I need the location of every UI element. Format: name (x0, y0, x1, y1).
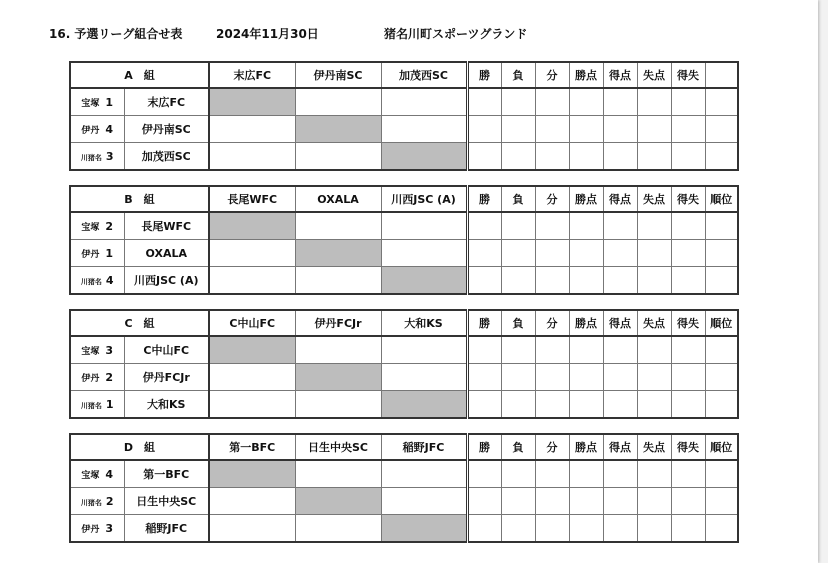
stat-header: 得失 (671, 434, 705, 460)
stat-header: 順位 (705, 186, 738, 212)
team-seed (70, 212, 124, 240)
match-result-cell (295, 515, 381, 543)
self-match-cell (295, 364, 381, 391)
group-table (69, 433, 739, 543)
match-result-cell (295, 460, 381, 488)
stat-cell (705, 460, 738, 488)
stat-cell (671, 267, 705, 295)
team-name: 第一BFC (124, 460, 209, 488)
team-row (70, 391, 738, 419)
stat-cell (705, 336, 738, 364)
stat-cell (569, 116, 603, 143)
opponent-header: 伊丹南SC (295, 62, 381, 88)
seed-number: 3 (105, 521, 114, 535)
team-row (70, 267, 738, 295)
stat-cell (705, 515, 738, 543)
team-city: 伊丹 (81, 373, 100, 384)
stat-cell (671, 364, 705, 391)
team-name: 伊丹FCJr (124, 364, 209, 391)
opponent-header: 加茂西SC (381, 62, 467, 88)
stat-cell (603, 88, 637, 116)
stat-header: 勝点 (569, 186, 603, 212)
team-row (70, 116, 738, 143)
stat-cell (467, 515, 501, 543)
stat-cell (467, 267, 501, 295)
team-seed (70, 515, 124, 543)
seed-number: 3 (105, 149, 114, 163)
match-result-cell (295, 143, 381, 171)
stat-cell (671, 488, 705, 515)
team-name: 末広FC (124, 88, 209, 116)
opponent-header: 大和KS (381, 310, 467, 336)
stat-cell (569, 515, 603, 543)
self-match-cell (381, 515, 467, 543)
stat-header: 失点 (637, 186, 671, 212)
stat-cell (705, 116, 738, 143)
match-result-cell (381, 488, 467, 515)
group-label: D 組 (70, 434, 209, 460)
stat-header: 得点 (603, 434, 637, 460)
team-city: 伊丹 (81, 249, 100, 260)
team-row (70, 143, 738, 171)
stat-cell (671, 143, 705, 171)
stat-cell (535, 488, 569, 515)
match-result-cell (295, 391, 381, 419)
stat-cell (569, 267, 603, 295)
match-result-cell (381, 116, 467, 143)
stat-cell (501, 336, 535, 364)
stat-cell (637, 212, 671, 240)
stat-cell (467, 88, 501, 116)
stat-cell (501, 460, 535, 488)
match-result-cell (209, 116, 295, 143)
stat-header: 負 (501, 310, 535, 336)
stat-cell (569, 88, 603, 116)
team-seed (70, 364, 124, 391)
team-name: 川西JSC (A) (124, 267, 209, 295)
team-row (70, 212, 738, 240)
self-match-cell (209, 88, 295, 116)
self-match-cell (209, 336, 295, 364)
team-seed (70, 267, 124, 295)
stat-cell (467, 391, 501, 419)
stat-cell (705, 143, 738, 171)
match-result-cell (209, 267, 295, 295)
stat-cell (637, 364, 671, 391)
opponent-header: C中山FC (209, 310, 295, 336)
stat-cell (671, 515, 705, 543)
seed-number: 2 (105, 219, 114, 233)
team-name: 加茂西SC (124, 143, 209, 171)
stat-cell (535, 267, 569, 295)
group-label: A 組 (70, 62, 209, 88)
stat-cell (535, 116, 569, 143)
stat-cell (603, 460, 637, 488)
stat-cell (569, 143, 603, 171)
team-seed (70, 336, 124, 364)
stat-cell (569, 364, 603, 391)
opponent-header: OXALA (295, 186, 381, 212)
stat-header: 得失 (671, 186, 705, 212)
stat-cell (705, 364, 738, 391)
stat-cell (705, 240, 738, 267)
stat-cell (501, 267, 535, 295)
stat-cell (467, 364, 501, 391)
self-match-cell (381, 267, 467, 295)
team-city: 宝塚 (81, 222, 100, 233)
venue-name: 猪名川町スポーツグランド (384, 27, 528, 41)
stat-cell (535, 88, 569, 116)
match-result-cell (209, 240, 295, 267)
match-result-cell (381, 212, 467, 240)
stat-cell (671, 336, 705, 364)
stat-cell (637, 88, 671, 116)
stat-cell (501, 488, 535, 515)
stat-header: 勝点 (569, 434, 603, 460)
team-city: 川猪名 (80, 277, 102, 286)
seed-number: 2 (105, 370, 114, 384)
seed-number: 1 (105, 95, 114, 109)
match-result-cell (295, 212, 381, 240)
team-seed (70, 240, 124, 267)
stat-header: 勝点 (569, 310, 603, 336)
team-row (70, 515, 738, 543)
opponent-header: 川西JSC (A) (381, 186, 467, 212)
group-table (69, 185, 739, 295)
stat-cell (671, 240, 705, 267)
match-result-cell (295, 267, 381, 295)
stat-cell (535, 460, 569, 488)
stat-cell (637, 460, 671, 488)
group-table (69, 309, 739, 419)
match-result-cell (209, 391, 295, 419)
match-result-cell (295, 88, 381, 116)
team-seed (70, 460, 124, 488)
team-seed (70, 391, 124, 419)
opponent-header: 末広FC (209, 62, 295, 88)
stat-header: 得失 (671, 310, 705, 336)
stat-header: 失点 (637, 62, 671, 88)
match-result-cell (381, 460, 467, 488)
match-result-cell (381, 240, 467, 267)
group-table (69, 61, 739, 171)
stat-cell (467, 240, 501, 267)
stat-cell (569, 240, 603, 267)
stat-cell (671, 391, 705, 419)
stat-cell (637, 143, 671, 171)
team-row (70, 240, 738, 267)
stat-header: 勝 (467, 62, 501, 88)
team-seed (70, 488, 124, 515)
stat-cell (603, 267, 637, 295)
stat-cell (637, 391, 671, 419)
stat-header: 分 (535, 310, 569, 336)
seed-number: 4 (105, 122, 114, 136)
stat-header: 勝 (467, 434, 501, 460)
match-result-cell (209, 515, 295, 543)
team-city: 宝塚 (81, 346, 100, 357)
stat-cell (501, 515, 535, 543)
team-row (70, 460, 738, 488)
self-match-cell (295, 116, 381, 143)
team-seed (70, 143, 124, 171)
seed-number: 4 (105, 273, 114, 287)
team-name: OXALA (124, 240, 209, 267)
stat-header: 負 (501, 434, 535, 460)
stat-cell (603, 240, 637, 267)
self-match-cell (381, 143, 467, 171)
stat-cell (705, 391, 738, 419)
stat-cell (603, 212, 637, 240)
match-result-cell (381, 336, 467, 364)
stat-cell (467, 336, 501, 364)
stat-cell (467, 460, 501, 488)
team-seed (70, 116, 124, 143)
team-row (70, 336, 738, 364)
team-name: 長尾WFC (124, 212, 209, 240)
team-seed (70, 88, 124, 116)
stat-cell (603, 515, 637, 543)
self-match-cell (209, 212, 295, 240)
stat-cell (637, 116, 671, 143)
self-match-cell (295, 240, 381, 267)
stat-cell (535, 143, 569, 171)
team-city: 伊丹 (81, 125, 100, 136)
stat-cell (535, 515, 569, 543)
stat-header: 得失 (671, 62, 705, 88)
opponent-header: 伊丹FCJr (295, 310, 381, 336)
stat-cell (501, 364, 535, 391)
stat-cell (535, 212, 569, 240)
match-result-cell (209, 488, 295, 515)
stat-cell (501, 88, 535, 116)
group-label: B 組 (70, 186, 209, 212)
team-city: 川猪名 (80, 153, 102, 162)
stat-cell (467, 488, 501, 515)
opponent-header: 長尾WFC (209, 186, 295, 212)
stat-cell (535, 336, 569, 364)
stat-cell (501, 212, 535, 240)
stat-cell (603, 336, 637, 364)
stat-cell (637, 515, 671, 543)
stat-cell (705, 267, 738, 295)
stat-header: 分 (535, 434, 569, 460)
team-city: 川猪名 (80, 401, 102, 410)
stat-cell (637, 240, 671, 267)
seed-number: 1 (105, 397, 114, 411)
match-result-cell (381, 88, 467, 116)
stat-header: 勝 (467, 186, 501, 212)
team-row (70, 88, 738, 116)
stat-header: 勝 (467, 310, 501, 336)
stat-cell (535, 240, 569, 267)
team-city: 宝塚 (81, 98, 100, 109)
stat-cell (603, 143, 637, 171)
stat-cell (569, 212, 603, 240)
stat-cell (603, 488, 637, 515)
match-result-cell (209, 364, 295, 391)
match-result-cell (295, 336, 381, 364)
stat-cell (569, 336, 603, 364)
stat-header: 失点 (637, 310, 671, 336)
stat-cell (569, 460, 603, 488)
stat-cell (637, 336, 671, 364)
opponent-header: 日生中央SC (295, 434, 381, 460)
stat-cell (671, 460, 705, 488)
team-name: 日生中央SC (124, 488, 209, 515)
stat-header: 勝点 (569, 62, 603, 88)
stat-cell (535, 364, 569, 391)
stat-cell (535, 391, 569, 419)
seed-number: 2 (105, 494, 114, 508)
stat-header: 負 (501, 62, 535, 88)
seed-number: 3 (105, 343, 114, 357)
match-result-cell (381, 364, 467, 391)
stat-header: 得点 (603, 310, 637, 336)
team-city: 川猪名 (80, 498, 102, 507)
stat-cell (467, 212, 501, 240)
stat-cell (637, 488, 671, 515)
team-name: C中山FC (124, 336, 209, 364)
stat-cell (569, 488, 603, 515)
stat-cell (705, 88, 738, 116)
stat-cell (569, 391, 603, 419)
self-match-cell (381, 391, 467, 419)
opponent-header: 稲野JFC (381, 434, 467, 460)
stat-header: 分 (535, 62, 569, 88)
event-date: 2024年11月30日 (216, 27, 319, 41)
stat-cell (637, 267, 671, 295)
seed-number: 1 (105, 246, 114, 260)
stat-header: 順位 (705, 310, 738, 336)
stat-header: 得点 (603, 62, 637, 88)
stat-cell (467, 116, 501, 143)
stat-header (705, 62, 738, 88)
team-city: 伊丹 (81, 524, 100, 535)
team-row (70, 364, 738, 391)
stat-cell (705, 212, 738, 240)
stat-header: 負 (501, 186, 535, 212)
stat-header: 分 (535, 186, 569, 212)
document-title: 16. 予選リーグ組合せ表 (49, 27, 183, 41)
stat-header: 得点 (603, 186, 637, 212)
stat-cell (501, 116, 535, 143)
team-name: 伊丹南SC (124, 116, 209, 143)
stat-cell (467, 143, 501, 171)
stat-cell (705, 488, 738, 515)
stat-cell (671, 116, 705, 143)
self-match-cell (209, 460, 295, 488)
self-match-cell (295, 488, 381, 515)
team-city: 宝塚 (81, 470, 100, 481)
stat-cell (671, 212, 705, 240)
stat-cell (501, 240, 535, 267)
stat-cell (603, 116, 637, 143)
match-result-cell (209, 143, 295, 171)
stat-cell (501, 143, 535, 171)
group-label: C 組 (70, 310, 209, 336)
stat-header: 失点 (637, 434, 671, 460)
stat-cell (671, 88, 705, 116)
team-row (70, 488, 738, 515)
seed-number: 4 (105, 467, 114, 481)
team-name: 大和KS (124, 391, 209, 419)
stat-cell (603, 391, 637, 419)
opponent-header: 第一BFC (209, 434, 295, 460)
stat-cell (603, 364, 637, 391)
stat-header: 順位 (705, 434, 738, 460)
stat-cell (501, 391, 535, 419)
team-name: 稲野JFC (124, 515, 209, 543)
